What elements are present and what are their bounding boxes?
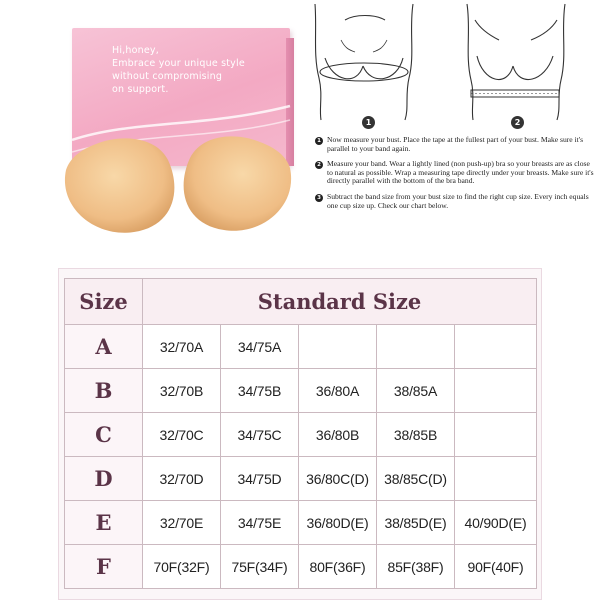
box-slogan-line: Hi,honey, (112, 45, 159, 56)
instruction-text: Subtract the band size from your bust size to find the right cup size. Every inch equals one cup size up. Check our chart below. (327, 191, 589, 210)
instruction-number: 2 (315, 161, 323, 169)
box-slogan-line: on support. (112, 84, 169, 95)
silicone-cup-right-icon (170, 128, 302, 240)
table-row (65, 457, 537, 501)
size-cell: 75F(34F) (221, 545, 299, 589)
size-table (64, 278, 537, 589)
step-number-badge: 1 (362, 116, 375, 129)
size-cell: 38/85D(E) (377, 501, 455, 545)
table-row (65, 369, 537, 413)
size-cell: 34/75D (221, 457, 299, 501)
step-number-badge: 2 (511, 116, 524, 129)
size-cell: 34/75C (221, 413, 299, 457)
header-size: Size (65, 279, 143, 325)
instruction-item (315, 160, 597, 186)
table-row (65, 413, 537, 457)
table-row (65, 325, 537, 369)
silicone-cup-left-icon (56, 130, 188, 242)
cup-letter: A (65, 325, 143, 369)
size-cell: 32/70A (143, 325, 221, 369)
cup-letter: C (65, 413, 143, 457)
box-slogan (112, 44, 282, 96)
size-cell: 90F(40F) (455, 545, 537, 589)
size-cell: 38/85A (377, 369, 455, 413)
size-cell: 34/75E (221, 501, 299, 545)
table-header-row (65, 279, 537, 325)
size-cell: 32/70D (143, 457, 221, 501)
table-row (65, 545, 537, 589)
instruction-number: 1 (315, 137, 323, 145)
cup-letter: E (65, 501, 143, 545)
cup-letter: F (65, 545, 143, 589)
size-cell: 38/85C(D) (377, 457, 455, 501)
size-cell: 34/75A (221, 325, 299, 369)
size-cell (455, 325, 537, 369)
size-cell: 36/80C(D) (299, 457, 377, 501)
size-cell: 32/70C (143, 413, 221, 457)
instruction-item (315, 193, 597, 210)
size-cell: 32/70E (143, 501, 221, 545)
table-row (65, 501, 537, 545)
measuring-figures-illustration (305, 0, 600, 130)
instruction-text: Now measure your bust. Place the tape at the fullest part of your bust. Make sure it's parallel to your band again. (327, 135, 584, 153)
size-cell: 36/80A (299, 369, 377, 413)
size-cell: 38/85B (377, 413, 455, 457)
size-cell: 70F(32F) (143, 545, 221, 589)
size-cell: 36/80D(E) (299, 501, 377, 545)
size-cell: 36/80B (299, 413, 377, 457)
measurement-guide (305, 0, 600, 265)
product-image (0, 0, 300, 265)
size-cell: 80F(36F) (299, 545, 377, 589)
cup-letter: D (65, 457, 143, 501)
size-cell (455, 457, 537, 501)
instruction-text: Measure your band. Wear a lightly lined (non push-up) bra so your breasts are as close to natural as possible. Wrap a measuring tape directly under your breasts. Make sure it's directly parallel with the bottom of the bra band. (327, 159, 594, 186)
cup-letter: B (65, 369, 143, 413)
instruction-item (315, 136, 597, 153)
instruction-number: 3 (315, 194, 323, 202)
size-cell: 85F(38F) (377, 545, 455, 589)
size-cell (377, 325, 455, 369)
header-standard-size: Standard Size (143, 279, 537, 325)
size-cell (455, 413, 537, 457)
size-cell: 34/75B (221, 369, 299, 413)
box-slogan-line: without compromising (112, 71, 223, 82)
size-cell: 32/70B (143, 369, 221, 413)
measuring-instructions (315, 136, 597, 217)
size-chart (58, 268, 542, 600)
size-cell (455, 369, 537, 413)
size-cell (299, 325, 377, 369)
size-cell: 40/90D(E) (455, 501, 537, 545)
box-slogan-line: Embrace your unique style (112, 58, 245, 69)
